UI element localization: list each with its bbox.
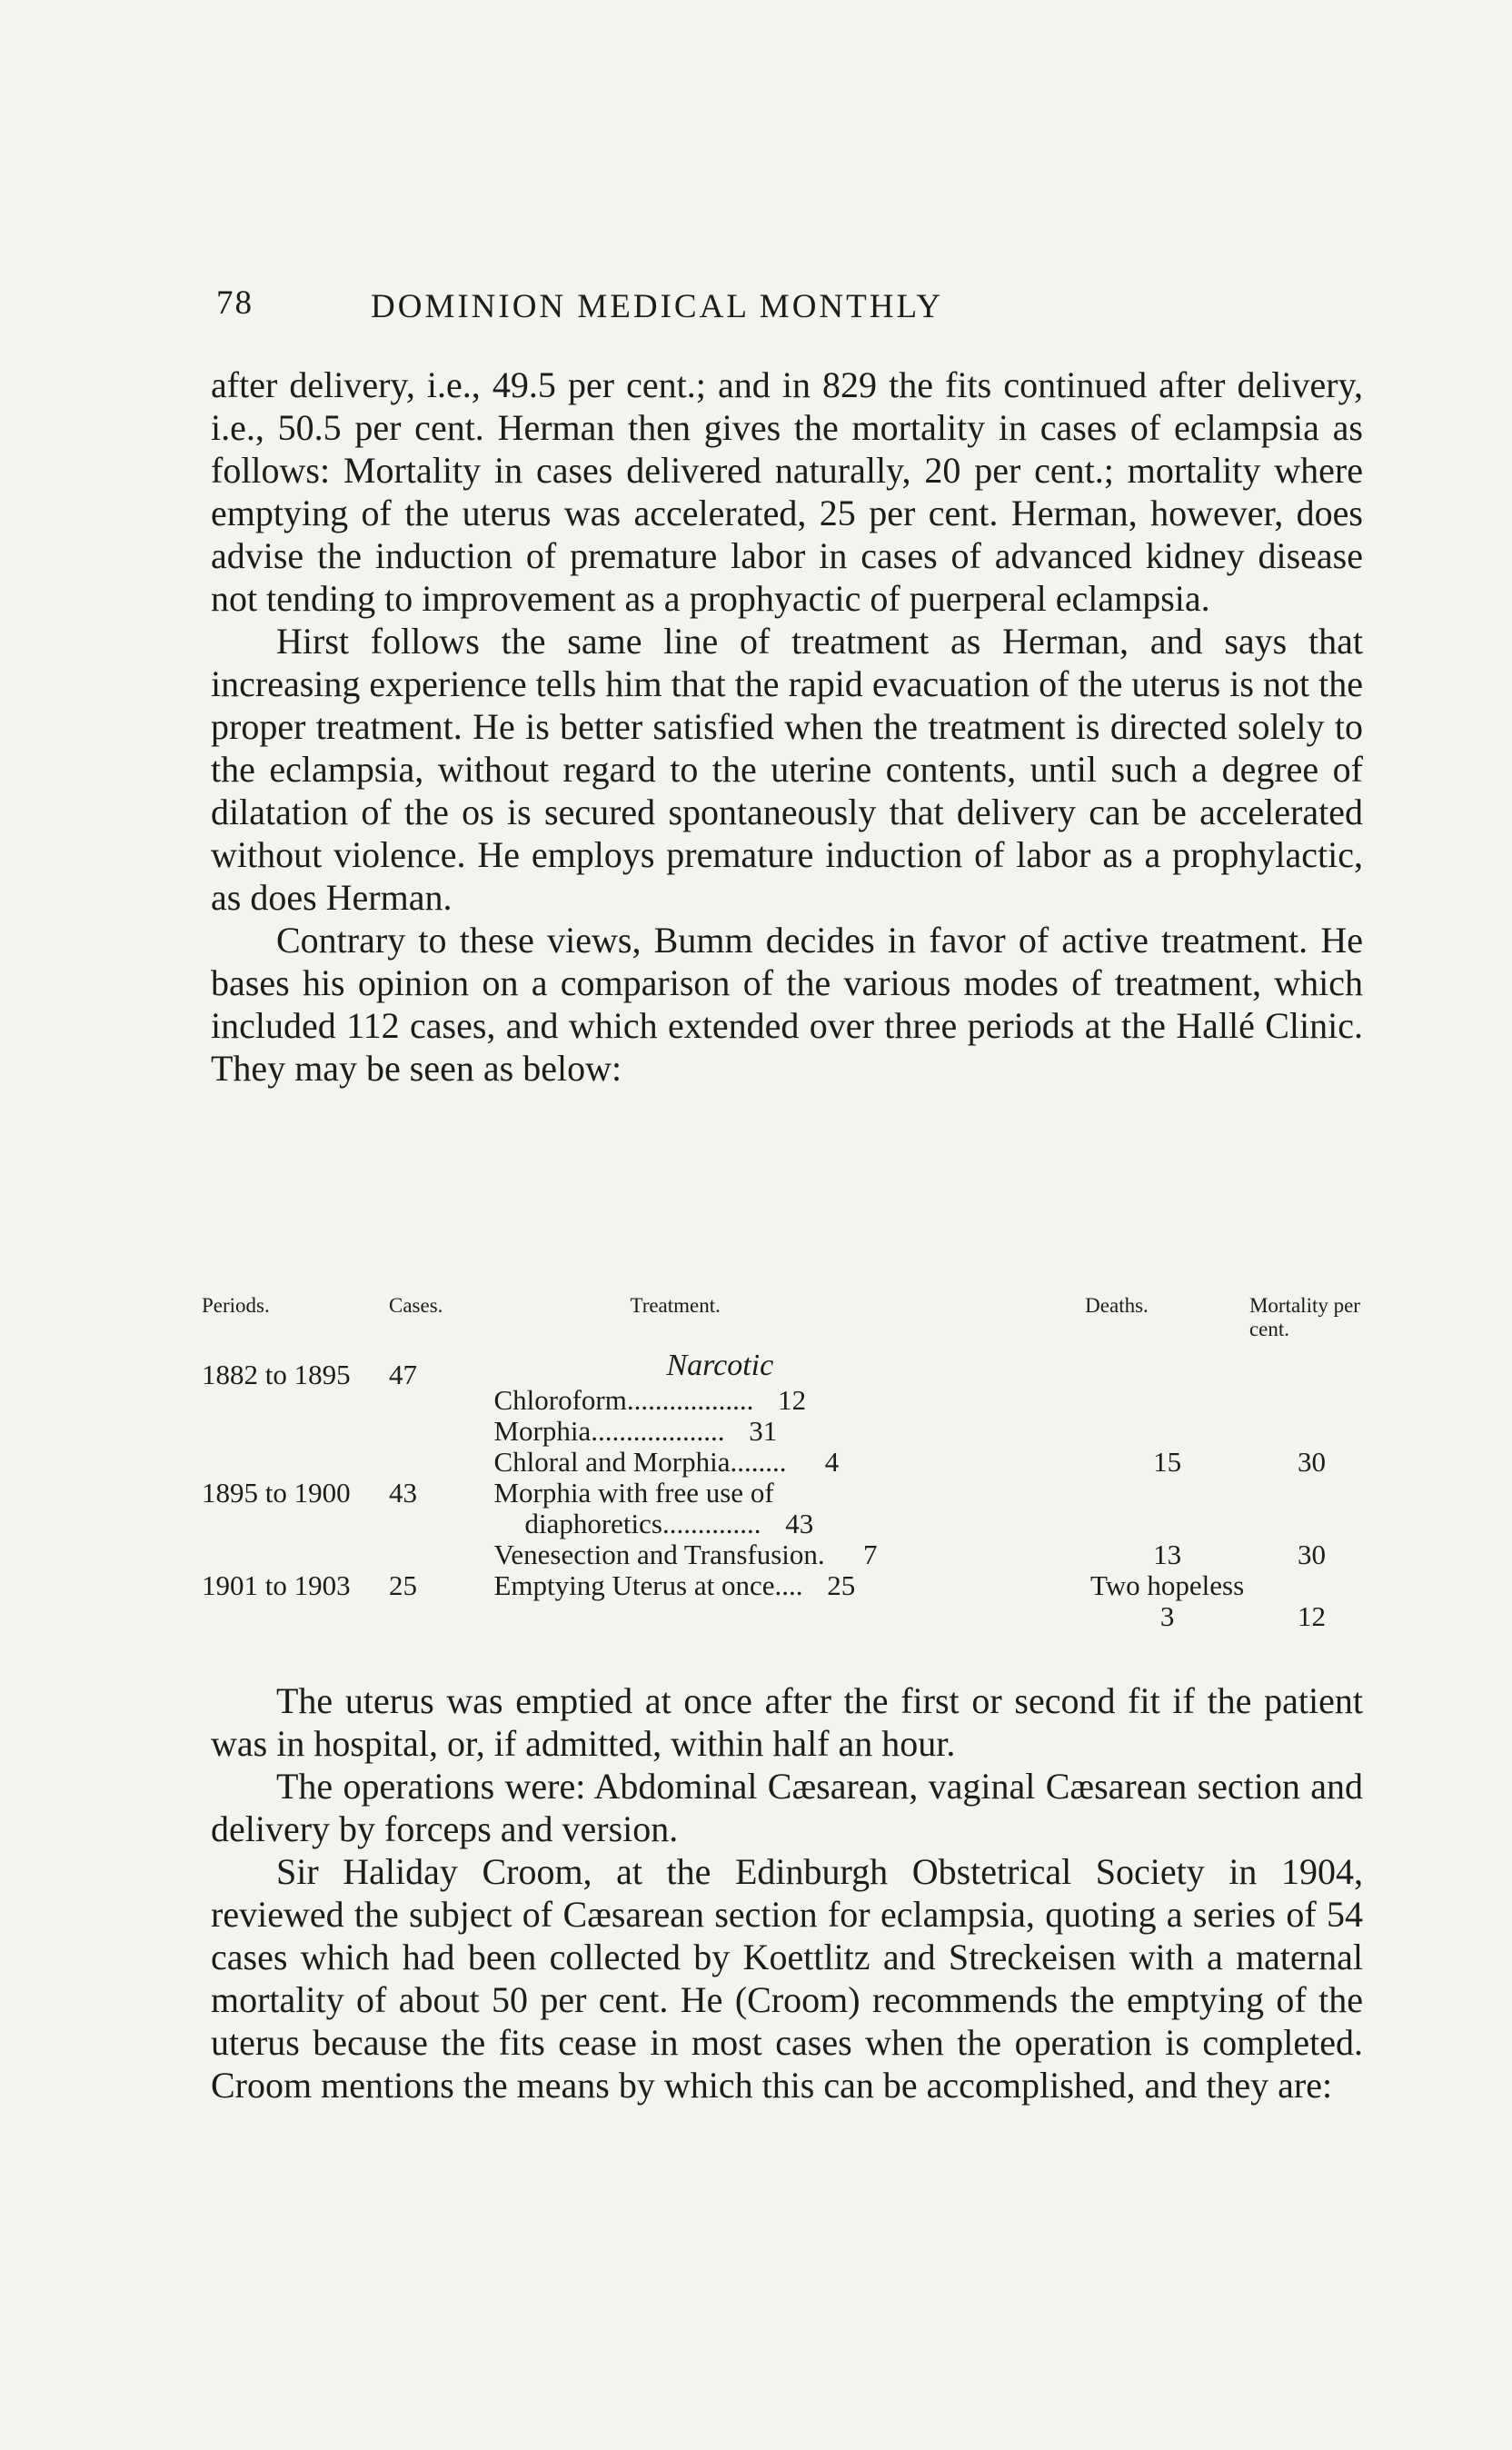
mortality-cell: 12	[1297, 1600, 1326, 1632]
paragraph: Hirst follows the same line of treatment as Herman, and says that increasing experience tells him that the rapid evacuation of the uterus is not the proper treatment. He is better satisfied when the treatment is directed solely to the eclampsia, without regard to the uterine contents, until such a degree of dilatation of the os is secured spontaneously that delivery can be accelerated without violence. He employs premature induction of labor as a prophylactic, as does Herman.	[211, 621, 1363, 918]
text-block-after-table	[211, 1679, 1363, 2106]
mortality-table	[202, 1294, 1374, 1632]
treatment-line	[493, 1478, 1085, 1509]
treatment-label: Chloroform..................	[493, 1384, 754, 1416]
deaths-cell	[1085, 1570, 1249, 1632]
deaths-note: Two hopeless	[1089, 1569, 1245, 1601]
treatment-line	[493, 1416, 1085, 1447]
treatment-label: Morphia with free use of	[493, 1477, 774, 1509]
header-deaths: Deaths.	[1085, 1294, 1149, 1317]
header-cases: Cases.	[388, 1294, 443, 1317]
table-row	[202, 1570, 1374, 1632]
treatment-label: Chloral and Morphia........	[493, 1446, 787, 1478]
treatment-count: 4	[824, 1446, 840, 1478]
paragraph: after delivery, i.e., 49.5 per cent.; and in 829 the fits continued after delivery, i.e., 50.5 per cent. Herman then gives the mortality in cases of eclampsia as follows: Mortality in cases delivered naturally, 20 per cent.; mortality where emptying of the uterus was accelerated, 25 per cent. Herman, however, does advise the induction of premature labor in cases of advanced kidney disease not tending to improvement as a prophyactic of puerperal eclampsia.	[211, 364, 1363, 619]
period-cell: 1882 to 1895	[202, 1359, 351, 1390]
paragraph: Contrary to these views, Bumm decides in favor of active treatment. He bases his opinion on a comparison of the various modes of treatment, which included 112 cases, and which extended over three periods at the Hallé Clinic. They may be seen as below:	[211, 920, 1363, 1089]
period-cell: 1901 to 1903	[202, 1569, 351, 1601]
treatment-cell	[493, 1570, 1085, 1632]
page-number: 78	[216, 284, 254, 322]
mortality-cell: 30	[1297, 1446, 1326, 1478]
table-header-row	[202, 1294, 1374, 1350]
treatment-line	[493, 1509, 1085, 1539]
treatment-line	[493, 1385, 1085, 1416]
treatment-line	[493, 1447, 1085, 1478]
treatment-line	[493, 1539, 1085, 1570]
text-block-before-table	[211, 364, 1363, 1090]
period-cell: 1895 to 1900	[202, 1477, 351, 1509]
header-mortality: Mortality per cent.	[1248, 1294, 1360, 1340]
treatment-count: 12	[778, 1384, 807, 1416]
treatment-count: 31	[749, 1415, 778, 1447]
treatment-cell	[493, 1350, 1085, 1478]
paragraph: The uterus was emptied at once after the first or second fit if the patient was in hospital, or, if admitted, within half an hour.	[211, 1680, 1363, 1764]
treatment-cell	[493, 1478, 1085, 1570]
paragraph: The operations were: Abdominal Cæsarean, vaginal Cæsarean section and delivery by forceps and version.	[211, 1766, 1363, 1849]
paragraph: Sir Haliday Croom, at the Edinburgh Obstetrical Society in 1904, reviewed the subject of Cæsarean section for eclampsia, quoting a series of 54 cases which had been collected by Koettlitz and Streckeisen with a maternal mortality of about 50 per cent. He (Croom) recommends the emptying of the uterus because the fits cease in most cases when the operation is completed. Croom mentions the means by which this can be accomplished, and they are:	[211, 1851, 1363, 2106]
treatment-label: Venesection and Transfusion.	[493, 1539, 825, 1570]
deaths-cell: 13	[1153, 1539, 1182, 1570]
table-row	[202, 1350, 1374, 1478]
header-periods: Periods.	[202, 1294, 270, 1317]
cases-cell: 25	[388, 1569, 417, 1601]
treatment-count: 7	[862, 1539, 878, 1570]
treatment-line	[493, 1570, 1085, 1601]
cases-cell: 43	[388, 1477, 417, 1509]
treatment-count: 43	[785, 1508, 814, 1539]
treatment-label: Morphia...................	[493, 1415, 725, 1447]
deaths-cell: 15	[1153, 1446, 1182, 1478]
header-treatment: Treatment.	[630, 1294, 721, 1317]
treatment-heading: Narcotic	[666, 1349, 774, 1382]
deaths-value: 3	[1159, 1600, 1175, 1632]
table-row	[202, 1478, 1374, 1570]
mortality-cell: 30	[1297, 1539, 1326, 1570]
treatment-count: 25	[827, 1569, 856, 1601]
treatment-label: Emptying Uterus at once....	[493, 1569, 803, 1601]
treatment-label: diaphoretics..............	[524, 1508, 761, 1539]
cases-cell: 47	[388, 1359, 417, 1390]
journal-title: DOMINION MEDICAL MONTHLY	[371, 288, 944, 325]
